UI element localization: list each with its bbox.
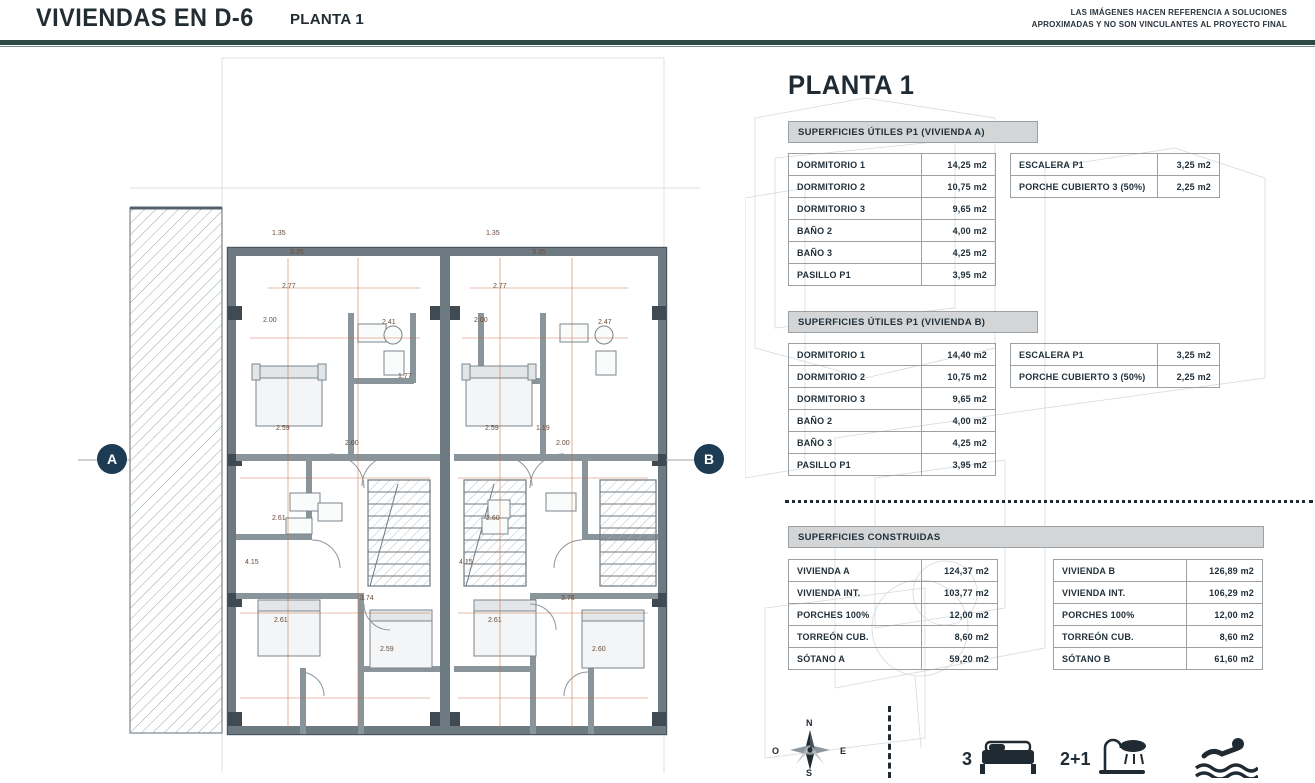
row-value: 2,25 m2 xyxy=(1158,366,1220,388)
legal-note-line2: APROXIMADAS Y NO SON VINCULANTES AL PROYECTO FINAL xyxy=(1031,20,1287,29)
row-value: 61,60 m2 xyxy=(1187,648,1263,670)
table-row xyxy=(789,264,996,286)
compass-east-label: E xyxy=(840,746,847,756)
panel-title: PLANTA 1 xyxy=(788,70,915,100)
section-header-vivienda-b: SUPERFICIES ÚTILES P1 (VIVIENDA B) xyxy=(788,311,1038,333)
table-row xyxy=(1011,176,1220,198)
row-value: 3,25 m2 xyxy=(1158,344,1220,366)
row-value: 59,20 m2 xyxy=(922,648,998,670)
row-label: DORMITORIO 1 xyxy=(789,154,922,176)
page-subtitle: PLANTA 1 xyxy=(290,11,365,28)
table-row xyxy=(789,582,998,604)
row-label: DORMITORIO 3 xyxy=(789,388,922,410)
svg-text:2.60: 2.60 xyxy=(592,646,606,653)
table-row xyxy=(789,344,996,366)
elevation-marker-b: B xyxy=(694,444,724,474)
svg-text:2.59: 2.59 xyxy=(276,425,290,432)
row-value: 126,89 m2 xyxy=(1187,560,1263,582)
row-label: VIVIENDA INT. xyxy=(789,582,922,604)
row-label: SÓTANO A xyxy=(789,648,922,670)
table-row xyxy=(1054,560,1263,582)
table-row xyxy=(789,198,996,220)
row-value: 8,60 m2 xyxy=(1187,626,1263,648)
row-value: 10,75 m2 xyxy=(922,366,996,388)
svg-text:1.35: 1.35 xyxy=(272,230,286,237)
row-value: 12,00 m2 xyxy=(1187,604,1263,626)
table-row xyxy=(789,604,998,626)
row-value: 9,65 m2 xyxy=(922,388,996,410)
table-row xyxy=(789,410,996,432)
svg-text:1.77: 1.77 xyxy=(398,373,412,380)
row-label: PASILLO P1 xyxy=(789,454,922,476)
table-construidas-left xyxy=(788,559,998,670)
row-label: ESCALERA P1 xyxy=(1011,344,1158,366)
compass-north-label: N xyxy=(806,718,813,728)
table-row xyxy=(789,454,996,476)
row-label: TORREÓN CUB. xyxy=(1054,626,1187,648)
header-divider-thin xyxy=(0,46,1315,47)
row-value: 124,37 m2 xyxy=(922,560,998,582)
page-header xyxy=(0,0,1315,46)
row-label: BAÑO 3 xyxy=(789,432,922,454)
svg-text:2.61: 2.61 xyxy=(488,617,502,624)
table-row xyxy=(789,176,996,198)
row-value: 4,00 m2 xyxy=(922,410,996,432)
elevation-marker-a: A xyxy=(97,444,127,474)
row-label: PORCHES 100% xyxy=(789,604,922,626)
row-label: BAÑO 3 xyxy=(789,242,922,264)
table-row xyxy=(789,388,996,410)
legal-note-line1: LAS IMÁGENES HACEN REFERENCIA A SOLUCIONES xyxy=(1070,8,1287,17)
section-header-vivienda-a: SUPERFICIES ÚTILES P1 (VIVIENDA A) xyxy=(788,121,1038,143)
compass-icon xyxy=(770,714,850,778)
table-row xyxy=(789,560,998,582)
svg-text:3.35: 3.35 xyxy=(290,249,304,256)
table-row xyxy=(1011,366,1220,388)
row-label: DORMITORIO 2 xyxy=(789,366,922,388)
shower-icon xyxy=(1095,734,1153,778)
table-row xyxy=(789,242,996,264)
compass-west-label: O xyxy=(772,746,780,756)
table-row xyxy=(1054,626,1263,648)
row-value: 10,75 m2 xyxy=(922,176,996,198)
compass-south-label: S xyxy=(806,768,813,778)
svg-text:4.15: 4.15 xyxy=(245,559,259,566)
areas-panel xyxy=(745,48,1315,778)
row-label: BAÑO 2 xyxy=(789,220,922,242)
row-value: 9,65 m2 xyxy=(922,198,996,220)
table-row xyxy=(789,626,998,648)
svg-text:2.00: 2.00 xyxy=(263,317,277,324)
svg-text:3.76: 3.76 xyxy=(561,595,575,602)
row-value: 8,60 m2 xyxy=(922,626,998,648)
row-value: 4,25 m2 xyxy=(922,242,996,264)
svg-text:2.00: 2.00 xyxy=(556,440,570,447)
table-construidas-right xyxy=(1053,559,1263,670)
row-value: 12,00 m2 xyxy=(922,604,998,626)
row-label: PORCHE CUBIERTO 3 (50%) xyxy=(1011,176,1158,198)
table-row xyxy=(1011,154,1220,176)
svg-text:4.15: 4.15 xyxy=(459,559,473,566)
compass-rose xyxy=(770,714,850,778)
row-value: 103,77 m2 xyxy=(922,582,998,604)
footer-divider xyxy=(888,706,891,778)
row-value: 106,29 m2 xyxy=(1187,582,1263,604)
table-utiles-b-left xyxy=(788,343,996,476)
row-label: VIVIENDA B xyxy=(1054,560,1187,582)
table-row xyxy=(1011,344,1220,366)
table-row xyxy=(789,154,996,176)
svg-text:2.77: 2.77 xyxy=(282,283,296,290)
row-label: DORMITORIO 1 xyxy=(789,344,922,366)
section-separator xyxy=(785,500,1313,503)
table-row xyxy=(789,648,998,670)
svg-text:3.74: 3.74 xyxy=(360,595,374,602)
row-label: PASILLO P1 xyxy=(789,264,922,286)
svg-text:2.61: 2.61 xyxy=(272,515,286,522)
row-label: SÓTANO B xyxy=(1054,648,1187,670)
svg-text:2.00: 2.00 xyxy=(345,440,359,447)
row-value: 3,25 m2 xyxy=(1158,154,1220,176)
row-label: TORREÓN CUB. xyxy=(789,626,922,648)
swimmer-icon xyxy=(1194,734,1258,778)
row-value: 3,95 m2 xyxy=(922,264,996,286)
row-value: 4,00 m2 xyxy=(922,220,996,242)
bed-icon xyxy=(976,734,1040,778)
svg-text:2.41: 2.41 xyxy=(382,319,396,326)
svg-text:3.35: 3.35 xyxy=(532,249,546,256)
row-label: PORCHES 100% xyxy=(1054,604,1187,626)
svg-text:2.47: 2.47 xyxy=(598,319,612,326)
table-utiles-b-right xyxy=(1010,343,1220,388)
page-title: VIVIENDAS EN D-6 xyxy=(36,4,254,32)
table-utiles-a-right xyxy=(1010,153,1220,198)
svg-text:2.59: 2.59 xyxy=(380,646,394,653)
svg-text:2.00: 2.00 xyxy=(474,317,488,324)
feature-bathrooms xyxy=(1060,734,1153,778)
svg-text:2.60: 2.60 xyxy=(486,515,500,522)
svg-text:2.59: 2.59 xyxy=(485,425,499,432)
svg-text:1.35: 1.35 xyxy=(486,230,500,237)
feature-bathrooms-count: 2+1 xyxy=(1060,749,1091,769)
table-utiles-a-left xyxy=(788,153,996,286)
table-row xyxy=(1054,648,1263,670)
row-value: 14,25 m2 xyxy=(922,154,996,176)
row-label: VIVIENDA INT. xyxy=(1054,582,1187,604)
table-row xyxy=(789,432,996,454)
floor-plan-svg xyxy=(0,48,745,778)
header-divider xyxy=(0,40,1315,45)
row-value: 14,40 m2 xyxy=(922,344,996,366)
table-row xyxy=(1054,582,1263,604)
row-label: ESCALERA P1 xyxy=(1011,154,1158,176)
floor-plan-drawing xyxy=(0,48,745,778)
svg-text:2.61: 2.61 xyxy=(274,617,288,624)
row-value: 4,25 m2 xyxy=(922,432,996,454)
table-row xyxy=(1054,604,1263,626)
section-header-construidas: SUPERFICIES CONSTRUIDAS xyxy=(788,526,1264,548)
feature-bedrooms-count: 3 xyxy=(962,749,973,769)
row-value: 2,25 m2 xyxy=(1158,176,1220,198)
svg-text:2.77: 2.77 xyxy=(493,283,507,290)
feature-pool xyxy=(1190,734,1258,778)
row-label: VIVIENDA A xyxy=(789,560,922,582)
row-label: DORMITORIO 2 xyxy=(789,176,922,198)
table-row xyxy=(789,220,996,242)
svg-text:1.19: 1.19 xyxy=(536,425,550,432)
row-label: DORMITORIO 3 xyxy=(789,198,922,220)
row-label: BAÑO 2 xyxy=(789,410,922,432)
feature-bedrooms xyxy=(962,734,1040,778)
table-row xyxy=(789,366,996,388)
row-label: PORCHE CUBIERTO 3 (50%) xyxy=(1011,366,1158,388)
row-value: 3,95 m2 xyxy=(922,454,996,476)
